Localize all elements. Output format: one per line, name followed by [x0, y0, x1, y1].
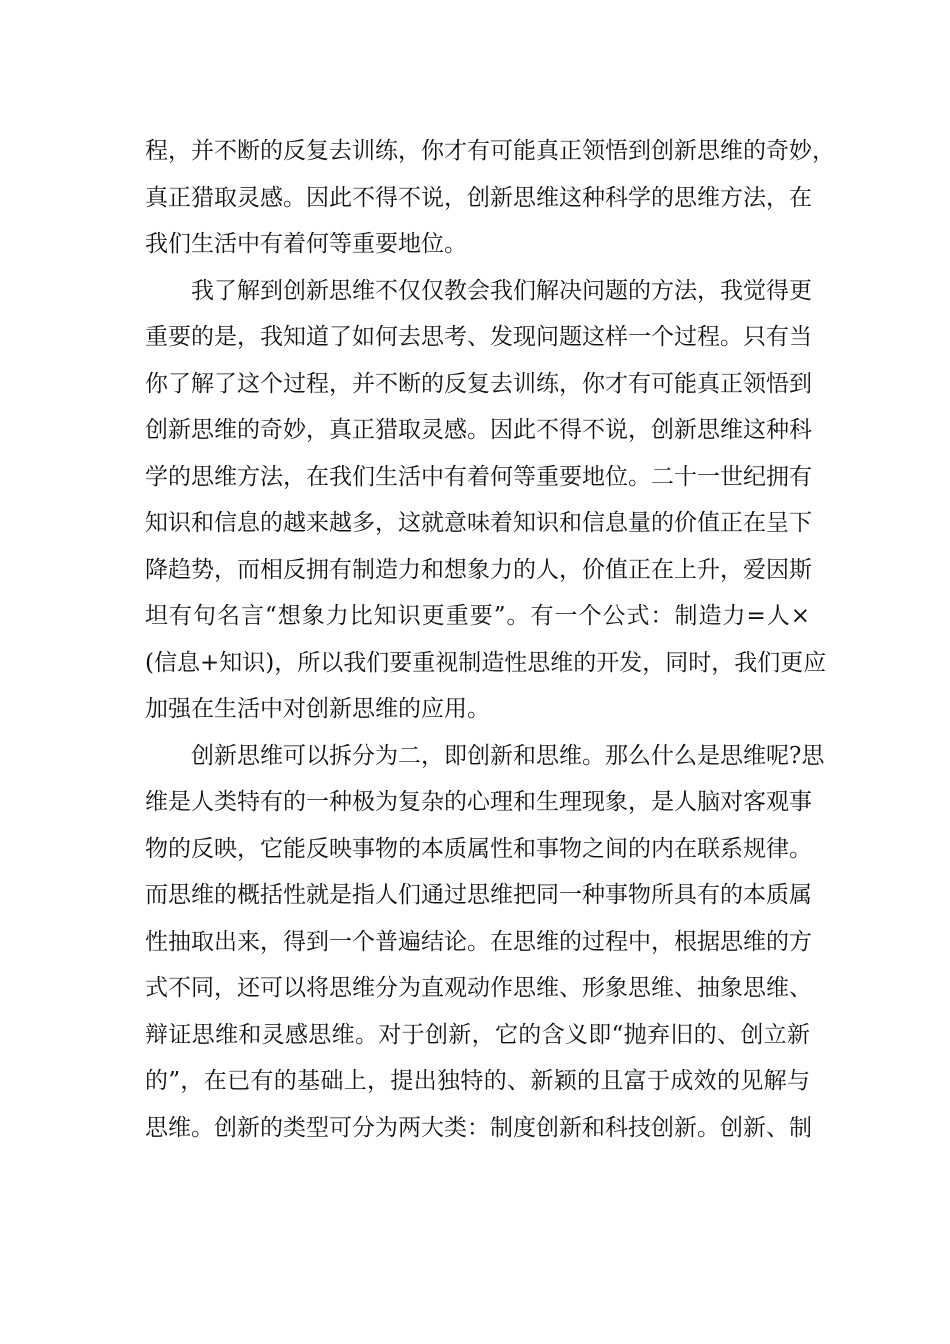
- text-line: 的”，在已有的基础上，提出独特的、新颖的且富于成效的见解与: [145, 1068, 810, 1094]
- text-line: 真正猎取灵感。因此不得不说，创新思维这种科学的思维方法，在: [145, 184, 812, 211]
- text-line: 我们生活中有着何等重要地位。: [145, 231, 467, 257]
- text-line: 而思维的概括性就是指人们通过思维把同一种事物所具有的本质属: [145, 882, 812, 908]
- paragraph: [145, 128, 835, 268]
- paragraph: [145, 733, 825, 1152]
- text-line: 创新思维可以拆分为二，即创新和思维。那么什么是思维呢?思: [191, 742, 825, 769]
- text-line: 思维。创新的类型可分为两大类：制度创新和科技创新。创新、制: [145, 1114, 812, 1141]
- text-line: 知识和信息的越来越多，这就意味着知识和信息量的价值正在呈下: [145, 510, 812, 536]
- text-line: 降趋势，而相反拥有制造力和想象力的人，价值正在上升，爱因斯: [145, 556, 812, 583]
- text-line: 我了解到创新思维不仅仅教会我们解决问题的方法，我觉得更: [191, 277, 812, 304]
- text-line: 式不同，还可以将思维分为直观动作思维、形象思维、抽象思维、: [145, 975, 812, 1001]
- text-line: 物的反映，它能反映事物的本质属性和事物之间的内在联系规律。: [145, 835, 812, 862]
- text-line: 创新思维的奇妙，真正猎取灵感。因此不得不说，创新思维这种科: [145, 417, 812, 443]
- text-line: 辩证思维和灵感思维。对于创新，它的含义即“抛弃旧的、创立新: [145, 1021, 810, 1048]
- text-line: 学的思维方法，在我们生活中有着何等重要地位。二十一世纪拥有: [145, 463, 812, 490]
- text-line: 程，并不断的反复去训练，你才有可能真正领悟到创新思维的奇妙，: [145, 138, 835, 164]
- text-line: 维是人类特有的一种极为复杂的心理和生理现象，是人脑对客观事: [145, 789, 812, 815]
- paragraph: [145, 268, 827, 733]
- text-line: (信息+知识)，所以我们要重视制造性思维的开发，同时，我们更应: [145, 649, 827, 676]
- text-line: 重要的是，我知道了如何去思考、发现问题这样一个过程。只有当: [145, 324, 812, 350]
- text-line: 加强在生活中对创新思维的应用。: [145, 696, 490, 722]
- body-text: [145, 128, 835, 1151]
- text-line: 你了解了这个过程，并不断的反复去训练，你才有可能真正领悟到: [145, 370, 812, 397]
- text-line: 性抽取出来，得到一个普遍结论。在思维的过程中，根据思维的方: [145, 928, 812, 955]
- text-line: 坦有句名言“想象力比知识更重要”。有一个公式：制造力=人×: [145, 603, 810, 629]
